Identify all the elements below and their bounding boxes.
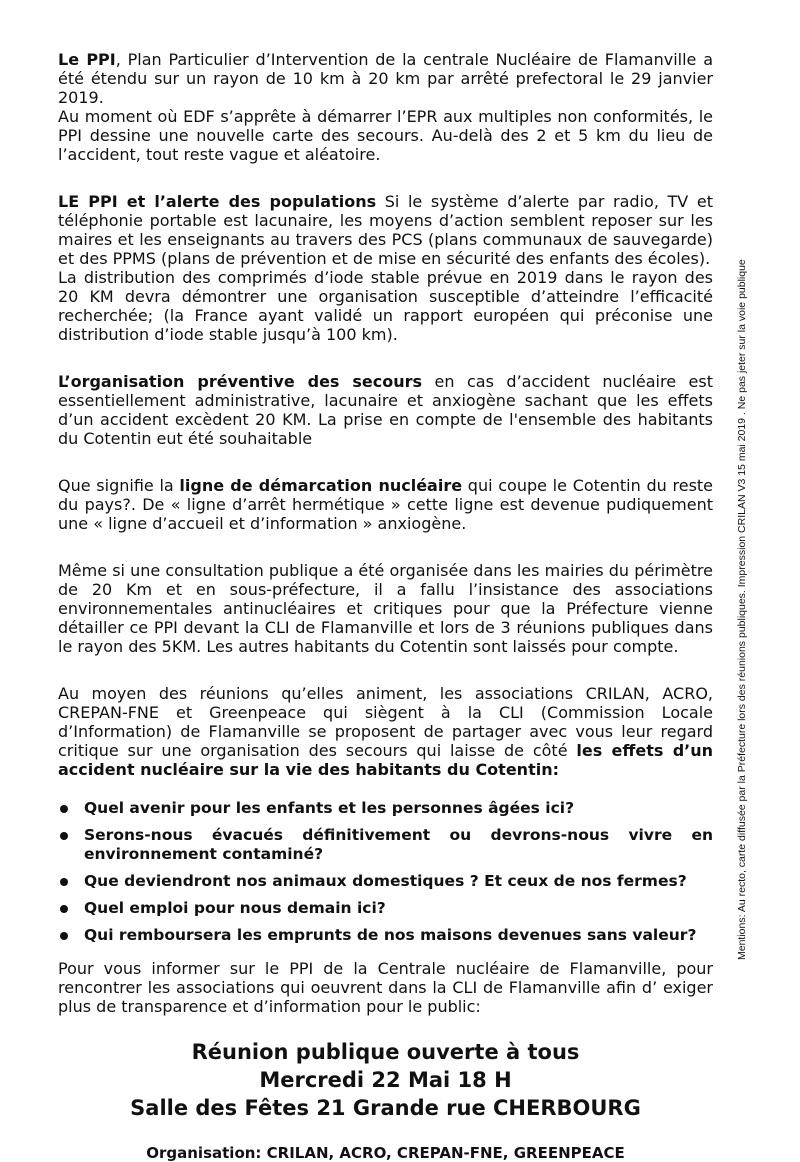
meeting-date: Mercredi 22 Mai 18 H bbox=[259, 1068, 512, 1092]
list-item: Qui remboursera les emprunts de nos maisons devenues sans valeur? bbox=[58, 926, 713, 945]
list-item: Quel emploi pour nous demain ici? bbox=[58, 899, 713, 918]
bullet-icon bbox=[60, 905, 68, 913]
epr-sentence: Au moment où EDF s’apprête à démarrer l’EPR aux multiples non conformités, le PPI dessine une nouvelle carte des secours. Au-delà des 2 et 5 km du lieu de l’accident, tout reste vague et aléatoire. bbox=[58, 107, 713, 164]
demarcation-heading: ligne de démarcation nucléaire bbox=[179, 476, 463, 495]
alerte-heading: LE PPI et l’alerte des populations bbox=[58, 192, 377, 211]
paragraph-ppi-intro: Le PPI, Plan Particulier d’Intervention de la centrale Nucléaire de Flamanville a été étendu sur un rayon de 10 km à 20 km par arrêté prefectoral le 29 janvier 2019. Au moment où EDF s’apprête à démarrer l’EPR aux multiples non conformités, le PPI dessine une nouvelle carte des secours. Au-delà des 2 et 5 km du lieu de l’accident, tout reste vague et aléatoire. bbox=[58, 50, 714, 164]
iode-sentence: La distribution des comprimés d’iode stable prévue en 2019 dans le rayon des 20 KM devra démontrer une organisation susceptible d’atteindre l’efficacité recherchée; (la France ayant validé un rapport européen qui préconise une distribution d’iode stable jusqu’à 100 km). bbox=[58, 268, 713, 344]
organisers-line: Organisation: CRILAN, ACRO, CREPAN-FNE, GREENPEACE bbox=[146, 1144, 625, 1162]
meeting-venue: Salle des Fêtes 21 Grande rue CHERBOURG bbox=[130, 1096, 641, 1120]
flyer-body bbox=[58, 50, 713, 1162]
paragraph-alerte: LE PPI et l’alerte des populations Si le système d’alerte par radio, TV et téléphonie portable est lacunaire, les moyens d’action semblent reposer sur les maires et les enseignants au travers des PCS (plans communaux de sauvegarde) et des PPMS (plans de prévention et de mise en sécurité des enfants des écoles). La distribution des comprimés d’iode stable prévue en 2019 dans le rayon des 20 KM devra démontrer une organisation susceptible d’atteindre l’efficacité recherchée; (la France ayant validé un rapport européen qui préconise une distribution d’iode stable jusqu’à 100 km). bbox=[58, 192, 714, 344]
paragraph-demarcation: Que signifie la ligne de démarcation nucléaire qui coupe le Cotentin du reste du pays?. De « ligne d’arrêt hermétique » cette ligne est devenue pudiquement une « ligne d’accueil et d’information » anxiogène. bbox=[58, 476, 714, 533]
paragraph-associations: Au moyen des réunions qu’elles animent, les associations CRILAN, ACRO, CREPAN-FNE et Greenpeace qui siègent à la CLI (Commission Locale d’Information) de Flamanville se proposent de partager avec vous leur regard critique sur une organisation des secours qui laisse de côté les effets d’un accident nucléaire sur la vie des habitants du Cotentin: bbox=[58, 684, 714, 779]
paragraph-consultation: Même si une consultation publique a été organisée dans les mairies du périmètre de 20 Km et en sous-préfecture, il a fallu l’insistance des associations environnementales antinucléaires et critiques pour que la Préfecture vienne détailler ce PPI devant la CLI de Flamanville et lors de 3 réunions publiques dans le rayon des 5KM. Les autres habitants du Cotentin sont laissés pour compte. bbox=[58, 561, 713, 656]
questions-list bbox=[58, 799, 713, 945]
list-item: Quel avenir pour les enfants et les personnes âgées ici? bbox=[58, 799, 713, 818]
list-item: Serons-nous évacués définitivement ou devrons-nous vivre en environnement contaminé? bbox=[58, 826, 713, 864]
paragraph-invitation: Pour vous informer sur le PPI de la Centrale nucléaire de Flamanville, pour rencontrer les associations qui oeuvrent dans la CLI de Flamanville afin d’ exiger plus de transparence et d’information pour le public: bbox=[58, 959, 713, 1016]
paragraph-organisation: L’organisation préventive des secours en cas d’accident nucléaire est essentiellement administrative, lacunaire et anxiogène sachant que les effets d’un accident excèdent 20 KM. La prise en compte de l'ensemble des habitants du Cotentin eut été souhaitable bbox=[58, 372, 713, 448]
bullet-icon bbox=[60, 932, 68, 940]
meeting-title: Réunion publique ouverte à tous bbox=[191, 1040, 580, 1064]
bullet-icon bbox=[60, 805, 68, 813]
list-item: Que deviendront nos animaux domestiques ? Et ceux de nos fermes? bbox=[58, 872, 713, 891]
bullet-icon bbox=[60, 878, 68, 886]
bullet-icon bbox=[60, 832, 68, 840]
side-mentions: Mentions: Au recto, carte diffusée par la Préfecture lors des réunions publiques. Impression CRILAN V3 15 mai 2019 . Ne pas jeter sur la voie publique bbox=[736, 259, 748, 960]
ppi-heading: Le PPI bbox=[58, 50, 116, 69]
effets-heading: les effets d’un accident nucléaire sur la vie des habitants du Cotentin: bbox=[58, 741, 714, 779]
organisation-heading: L’organisation préventive des secours bbox=[58, 372, 423, 391]
